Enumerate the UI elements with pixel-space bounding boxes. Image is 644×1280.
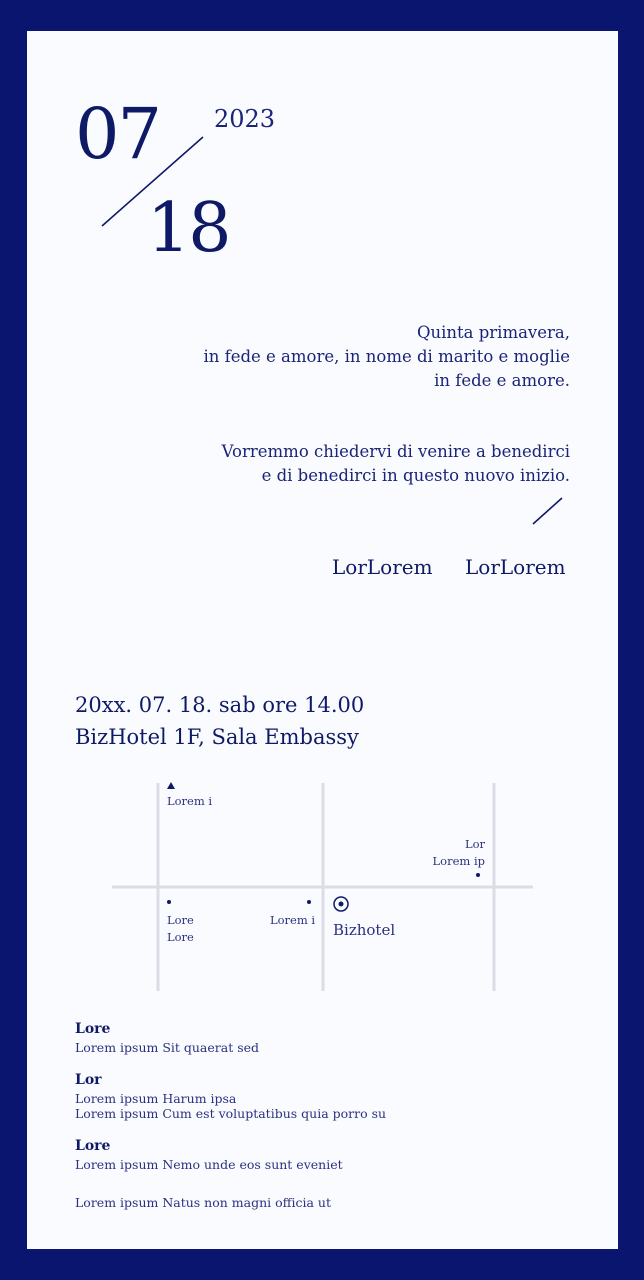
map-label-left [167,912,194,946]
map-label-right-line: Lor [464,837,485,851]
info-title: Lor [75,1072,102,1088]
poi-dot-icon [476,873,480,877]
groom-name: LorLorem [332,555,433,579]
poem-line: in fede e amore, in nome di marito e moglie [203,347,570,366]
date-month: 07 [75,93,161,175]
event-datetime: 20xx. 07. 18. sab ore 14.00 [75,693,365,717]
info-line: Lorem ipsum Natus non magni officia ut [75,1195,331,1210]
invitation-text [150,440,570,488]
info-line: Lorem ipsum Cum est voluptatibus quia porro su [75,1106,387,1121]
poem-line: in fede e amore. [434,371,570,390]
map-label-right-line: Lorem ip [432,854,485,868]
invitation-card [27,31,618,1249]
info-title: Lore [75,1021,111,1037]
event-venue: BizHotel 1F, Sala Embassy [75,725,359,749]
invitation-line: e di benedirci in questo nuovo inizio. [261,466,570,485]
map-label-top: Lorem i [167,794,213,808]
date-divider-line [27,31,618,291]
date-day: 18 [147,189,230,268]
info-block [75,1072,386,1121]
map-label-left-line: Lore [167,930,194,944]
poi-dot-icon [167,900,171,904]
hotel-label: Bizhotel [333,921,396,939]
poem-line: Quinta primavera, [416,323,570,342]
info-block [75,1195,331,1210]
poi-dot-icon [307,900,311,904]
info-title: Lore [75,1138,111,1154]
invitation-line: Vorremmo chiedervi di venire a benedirci [221,442,570,461]
map-roads [27,771,618,1001]
date-year: 2023 [214,105,276,133]
info-line: Lorem ipsum Sit quaerat sed [75,1040,260,1055]
location-map [27,771,618,1001]
info-line: Lorem ipsum Nemo unde eos sunt eveniet [75,1157,343,1172]
poem-text [150,321,570,393]
map-label-right [433,836,485,870]
bride-name: LorLorem [465,555,566,579]
map-label-left-line: Lore [167,913,194,927]
info-block [75,1138,343,1172]
north-triangle-icon [167,782,175,789]
info-block [75,1021,259,1055]
info-line: Lorem ipsum Harum ipsa [75,1091,237,1106]
names-divider-line [527,493,567,529]
map-label-middle: Lorem i [270,913,316,927]
